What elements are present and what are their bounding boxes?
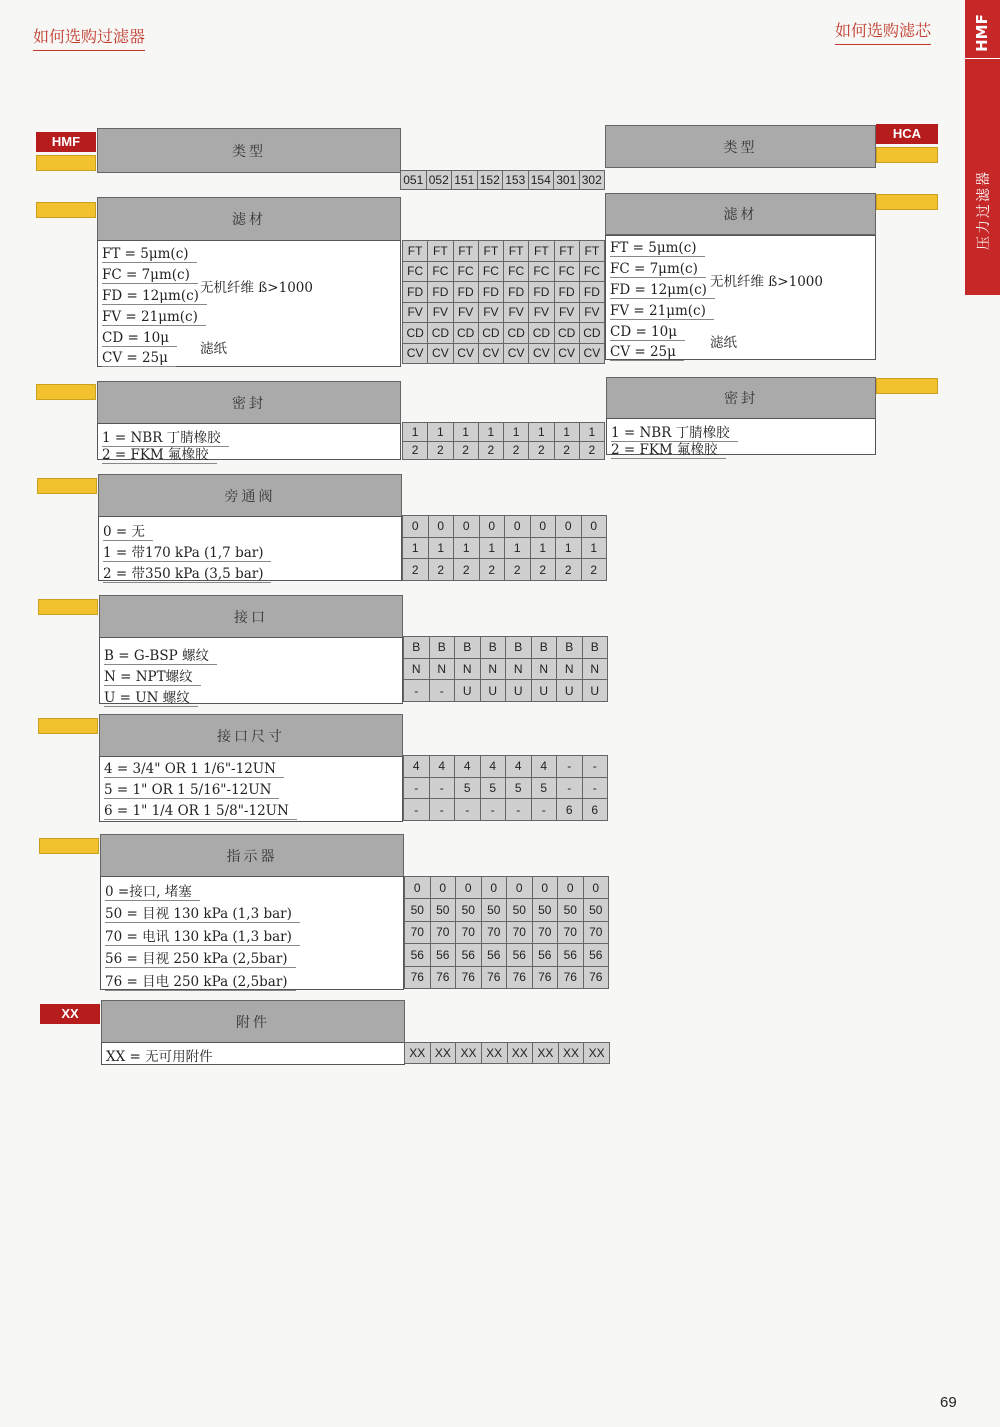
code-cell: 50	[584, 899, 610, 921]
bypass-option-2: 2 = 带350 kPa (3,5 bar)	[103, 562, 271, 582]
code-cell: 2	[504, 442, 529, 461]
code-cell: N	[557, 659, 583, 681]
code-cell: 152	[478, 171, 504, 190]
accessory-code-grid	[404, 1042, 610, 1064]
code-cell: 4	[506, 756, 532, 778]
code-cell: 1	[582, 538, 608, 560]
code-cell: 2	[454, 559, 480, 581]
code-cell: 2	[580, 442, 605, 461]
bypass-option-1: 1 = 带170 kPa (1,7 bar)	[103, 541, 271, 561]
code-cell: FD	[454, 282, 479, 303]
code-cell: 1	[505, 538, 531, 560]
seal-code-grid	[402, 422, 605, 460]
code-cell: 2	[505, 559, 531, 581]
code-cell: 0	[582, 516, 608, 538]
code-cell: 2	[428, 442, 453, 461]
indicator-option-56: 56 = 目视 250 kPa (2,5bar)	[105, 947, 296, 967]
code-cell: B	[430, 637, 456, 659]
code-cell: FT	[529, 241, 554, 262]
code-cell: FV	[479, 303, 504, 324]
code-cell: CD	[529, 323, 554, 344]
code-cell: -	[532, 799, 558, 821]
code-cell: 2	[403, 559, 429, 581]
code-cell: 1	[580, 423, 605, 442]
bypass-code-grid	[402, 515, 607, 581]
code-cell: 50	[482, 899, 508, 921]
code-cell: CD	[580, 323, 605, 344]
code-cell: 56	[456, 944, 482, 966]
filter-option-fd: FD = 12μm(c)	[102, 288, 207, 304]
filter-option-cd: CD = 10μ	[610, 324, 685, 340]
code-cell: 4	[430, 756, 456, 778]
model-tag-hca: HCA	[876, 124, 938, 144]
code-cell: N	[430, 659, 456, 681]
code-cell: 4	[404, 756, 430, 778]
code-cell: FV	[529, 303, 554, 324]
code-cell: 70	[482, 922, 508, 944]
seal-option-fkm: 2 = FKM 氟橡胶	[102, 443, 217, 463]
code-cell: 0	[531, 516, 557, 538]
yellow-marker	[38, 718, 98, 734]
code-cell: FV	[403, 303, 428, 324]
code-cell: 0	[405, 877, 431, 899]
yellow-marker	[39, 838, 99, 854]
code-cell: FV	[580, 303, 605, 324]
code-cell: -	[506, 799, 532, 821]
code-cell: 0	[431, 877, 457, 899]
code-cell: N	[583, 659, 609, 681]
code-cell: 76	[507, 967, 533, 989]
code-cell: 2	[555, 442, 580, 461]
section-header-filter-left: 滤材	[97, 197, 401, 241]
code-cell: CV	[403, 344, 428, 365]
code-cell: CD	[479, 323, 504, 344]
accessory-options	[101, 1042, 405, 1065]
sidebar-subtitle: 压力过滤器	[976, 170, 992, 250]
code-cell: N	[455, 659, 481, 681]
code-cell: B	[557, 637, 583, 659]
code-cell: 2	[479, 442, 504, 461]
code-cell: 70	[431, 922, 457, 944]
section-header-bypass: 旁通阀	[98, 474, 402, 517]
accessory-option-xx: XX = 无可用附件	[106, 1049, 213, 1065]
section-header-type-right: 类型	[605, 125, 876, 168]
port-size-option-5: 5 = 1" OR 1 5/16"-12UN	[104, 782, 279, 798]
code-cell: 154	[529, 171, 555, 190]
code-cell: 56	[558, 944, 584, 966]
code-cell: 70	[456, 922, 482, 944]
indicator-options	[100, 876, 404, 990]
code-cell: FT	[580, 241, 605, 262]
filter-code-grid	[402, 240, 605, 364]
code-cell: N	[404, 659, 430, 681]
yellow-marker	[38, 599, 98, 615]
code-cell: CV	[479, 344, 504, 365]
code-cell: CV	[454, 344, 479, 365]
section-header-type-left: 类型	[97, 128, 401, 173]
code-cell: 1	[428, 423, 453, 442]
code-cell: 1	[556, 538, 582, 560]
code-cell: FD	[504, 282, 529, 303]
yellow-marker	[37, 478, 97, 494]
code-cell: FC	[403, 262, 428, 283]
port-option-un: U = UN 螺纹	[104, 686, 198, 706]
code-cell: 1	[555, 423, 580, 442]
code-cell: FT	[479, 241, 504, 262]
code-cell: -	[583, 756, 609, 778]
code-cell: 4	[455, 756, 481, 778]
code-cell: 50	[405, 899, 431, 921]
code-cell: 0	[454, 516, 480, 538]
code-cell: 4	[481, 756, 507, 778]
port-size-option-6: 6 = 1" 1/4 OR 1 5/8"-12UN	[104, 803, 297, 819]
sidebar-divider	[965, 58, 1000, 59]
code-cell: -	[404, 799, 430, 821]
code-cell: 4	[532, 756, 558, 778]
code-cell: FC	[504, 262, 529, 283]
section-header-accessory: 附件	[101, 1000, 405, 1043]
code-cell: 2	[429, 559, 455, 581]
code-cell: -	[481, 799, 507, 821]
code-cell: 50	[558, 899, 584, 921]
header-left-title: 如何选购过滤器	[33, 24, 145, 51]
code-cell: 0	[456, 877, 482, 899]
filter-note-paper: 滤纸	[200, 341, 227, 357]
code-cell: CV	[529, 344, 554, 365]
code-cell: N	[481, 659, 507, 681]
filter-option-fv: FV = 21μm(c)	[610, 303, 714, 319]
filter-option-fc: FC = 7μm(c)	[610, 261, 706, 277]
code-cell: 1	[403, 538, 429, 560]
port-option-npt: N = NPT螺纹	[104, 665, 201, 685]
seal-option-fkm: 2 = FKM 氟橡胶	[611, 438, 726, 458]
section-header-port: 接口	[99, 595, 403, 638]
code-cell: FD	[403, 282, 428, 303]
code-cell: XX	[431, 1043, 457, 1064]
code-cell: 50	[533, 899, 559, 921]
code-cell: FD	[580, 282, 605, 303]
code-cell: 301	[554, 171, 580, 190]
sidebar-tag: HMF	[973, 14, 991, 52]
code-cell: 50	[431, 899, 457, 921]
yellow-marker	[36, 202, 96, 218]
code-cell: B	[404, 637, 430, 659]
code-cell: 6	[557, 799, 583, 821]
code-cell: 56	[405, 944, 431, 966]
code-cell: CD	[428, 323, 453, 344]
code-cell: XX	[508, 1043, 534, 1064]
code-cell: 76	[558, 967, 584, 989]
code-cell: -	[430, 680, 456, 702]
code-cell: 151	[452, 171, 478, 190]
model-tag-xx: XX	[40, 1004, 100, 1024]
code-cell: FD	[555, 282, 580, 303]
code-cell: CV	[504, 344, 529, 365]
code-cell: 051	[401, 171, 427, 190]
code-cell: 1	[454, 423, 479, 442]
page-number: 69	[940, 1394, 957, 1411]
code-cell: FC	[428, 262, 453, 283]
code-cell: U	[506, 680, 532, 702]
filter-option-cv: CV = 25μ	[102, 350, 176, 366]
port-option-bsp: B = G-BSP 螺纹	[104, 644, 217, 664]
seal-options-right	[606, 418, 876, 458]
filter-option-fd: FD = 12μm(c)	[610, 282, 715, 298]
code-cell: 50	[456, 899, 482, 921]
code-cell: 70	[405, 922, 431, 944]
code-cell: N	[532, 659, 558, 681]
section-header-seal-left: 密封	[97, 381, 401, 424]
code-cell: FV	[555, 303, 580, 324]
code-cell: N	[506, 659, 532, 681]
code-cell: 56	[533, 944, 559, 966]
code-cell: 5	[481, 778, 507, 800]
code-cell: 0	[533, 877, 559, 899]
code-cell: 1	[531, 538, 557, 560]
code-cell: 0	[403, 516, 429, 538]
code-cell: 2	[454, 442, 479, 461]
indicator-option-76: 76 = 目电 250 kPa (2,5bar)	[105, 970, 296, 990]
model-tag-hmf: HMF	[36, 132, 96, 152]
code-cell: 0	[482, 877, 508, 899]
code-cell: 2	[403, 442, 428, 461]
code-cell: 56	[507, 944, 533, 966]
code-cell: 70	[584, 922, 610, 944]
code-cell: 1	[529, 423, 554, 442]
code-cell: FT	[504, 241, 529, 262]
code-cell: FC	[529, 262, 554, 283]
filter-note-paper: 滤纸	[710, 335, 737, 351]
port-code-grid	[403, 636, 608, 702]
yellow-marker	[36, 155, 96, 171]
seal-option-nbr: 1 = NBR 丁腈橡胶	[102, 426, 229, 446]
code-cell: CV	[428, 344, 453, 365]
code-cell: 302	[580, 171, 606, 190]
code-cell: -	[455, 799, 481, 821]
code-cell: FT	[428, 241, 453, 262]
indicator-code-grid	[404, 876, 609, 989]
filter-option-cv: CV = 25μ	[610, 344, 684, 360]
code-cell: 052	[427, 171, 453, 190]
code-cell: 0	[505, 516, 531, 538]
code-cell: 56	[431, 944, 457, 966]
indicator-option-50: 50 = 目视 130 kPa (1,3 bar)	[105, 902, 300, 922]
seal-option-nbr: 1 = NBR 丁腈橡胶	[611, 421, 738, 441]
code-cell: -	[430, 799, 456, 821]
code-cell: 1	[429, 538, 455, 560]
code-cell: CD	[403, 323, 428, 344]
code-cell: B	[506, 637, 532, 659]
code-cell: CV	[555, 344, 580, 365]
port-size-option-4: 4 = 3/4" OR 1 1/6"-12UN	[104, 761, 284, 777]
code-cell: 0	[429, 516, 455, 538]
yellow-marker	[876, 194, 938, 210]
code-cell: -	[430, 778, 456, 800]
code-cell: CD	[504, 323, 529, 344]
seal-options-left	[97, 423, 401, 463]
yellow-marker	[876, 147, 938, 163]
code-cell: 5	[506, 778, 532, 800]
code-cell: 2	[531, 559, 557, 581]
code-cell: 2	[556, 559, 582, 581]
code-cell: 0	[480, 516, 506, 538]
code-cell: 2	[582, 559, 608, 581]
code-cell: FV	[428, 303, 453, 324]
code-cell: 0	[584, 877, 610, 899]
code-cell: 50	[507, 899, 533, 921]
code-cell: FC	[580, 262, 605, 283]
code-cell: FC	[479, 262, 504, 283]
filter-note-fiber: 无机纤维 ß>1000	[200, 280, 313, 296]
code-cell: XX	[405, 1043, 431, 1064]
code-cell: FD	[479, 282, 504, 303]
code-cell: XX	[482, 1043, 508, 1064]
code-cell: FC	[555, 262, 580, 283]
code-cell: 1	[479, 423, 504, 442]
code-cell: 0	[556, 516, 582, 538]
code-cell: 76	[533, 967, 559, 989]
indicator-option-70: 70 = 电讯 130 kPa (1,3 bar)	[105, 925, 300, 945]
code-cell: 2	[529, 442, 554, 461]
yellow-marker	[876, 378, 938, 394]
code-cell: FT	[403, 241, 428, 262]
code-cell: -	[404, 778, 430, 800]
code-cell: 1	[504, 423, 529, 442]
code-cell: 0	[507, 877, 533, 899]
code-cell: 76	[431, 967, 457, 989]
port-size-options	[99, 756, 403, 822]
filter-option-ft: FT = 5μm(c)	[102, 246, 197, 262]
code-cell: U	[455, 680, 481, 702]
code-cell: 76	[405, 967, 431, 989]
code-cell: U	[583, 680, 609, 702]
code-cell: B	[481, 637, 507, 659]
code-cell: CV	[580, 344, 605, 365]
code-cell: 76	[456, 967, 482, 989]
code-cell: -	[583, 778, 609, 800]
filter-option-fc: FC = 7μm(c)	[102, 267, 198, 283]
filter-option-cd: CD = 10μ	[102, 330, 177, 346]
code-cell: 0	[558, 877, 584, 899]
code-cell: B	[532, 637, 558, 659]
sidebar-tab	[965, 0, 1000, 295]
filter-option-fv: FV = 21μm(c)	[102, 309, 206, 325]
code-cell: 153	[503, 171, 529, 190]
code-cell: FT	[555, 241, 580, 262]
code-cell: 1	[480, 538, 506, 560]
code-cell: -	[404, 680, 430, 702]
code-cell: B	[583, 637, 609, 659]
filter-options-right	[605, 235, 876, 360]
code-cell: 1	[403, 423, 428, 442]
code-cell: CD	[555, 323, 580, 344]
port-options	[99, 637, 403, 704]
code-cell: 1	[454, 538, 480, 560]
code-cell: 70	[558, 922, 584, 944]
code-cell: CD	[454, 323, 479, 344]
yellow-marker	[36, 384, 96, 400]
code-cell: XX	[533, 1043, 559, 1064]
section-header-indicator: 指示器	[100, 834, 404, 877]
code-cell: XX	[559, 1043, 585, 1064]
code-cell: XX	[456, 1043, 482, 1064]
filter-note-fiber: 无机纤维 ß>1000	[710, 274, 823, 290]
code-cell: 56	[584, 944, 610, 966]
code-cell: 56	[482, 944, 508, 966]
code-cell: 5	[532, 778, 558, 800]
bypass-option-0: 0 = 无	[103, 520, 153, 540]
code-cell: U	[481, 680, 507, 702]
code-cell: -	[557, 756, 583, 778]
code-cell: U	[532, 680, 558, 702]
code-cell: FV	[504, 303, 529, 324]
code-cell: -	[557, 778, 583, 800]
code-cell: FD	[529, 282, 554, 303]
section-header-port-size: 接口尺寸	[99, 714, 403, 757]
code-cell: 6	[583, 799, 609, 821]
filter-options-left	[97, 240, 401, 367]
type-code-grid	[400, 170, 605, 190]
bypass-options	[98, 516, 402, 581]
code-cell: FC	[454, 262, 479, 283]
code-cell: FD	[428, 282, 453, 303]
header-right-title: 如何选购滤芯	[835, 18, 931, 45]
section-header-filter-right: 滤材	[605, 193, 876, 235]
section-header-seal-right: 密封	[606, 377, 876, 419]
port-size-code-grid	[403, 755, 608, 821]
code-cell: B	[455, 637, 481, 659]
code-cell: 70	[507, 922, 533, 944]
code-cell: 76	[482, 967, 508, 989]
indicator-option-0: 0 =接口, 堵塞	[105, 880, 200, 900]
code-cell: FV	[454, 303, 479, 324]
code-cell: 70	[533, 922, 559, 944]
code-cell: 5	[455, 778, 481, 800]
filter-option-ft: FT = 5μm(c)	[610, 240, 705, 256]
code-cell: 2	[480, 559, 506, 581]
code-cell: FT	[454, 241, 479, 262]
code-cell: 76	[584, 967, 610, 989]
code-cell: XX	[584, 1043, 610, 1064]
code-cell: U	[557, 680, 583, 702]
